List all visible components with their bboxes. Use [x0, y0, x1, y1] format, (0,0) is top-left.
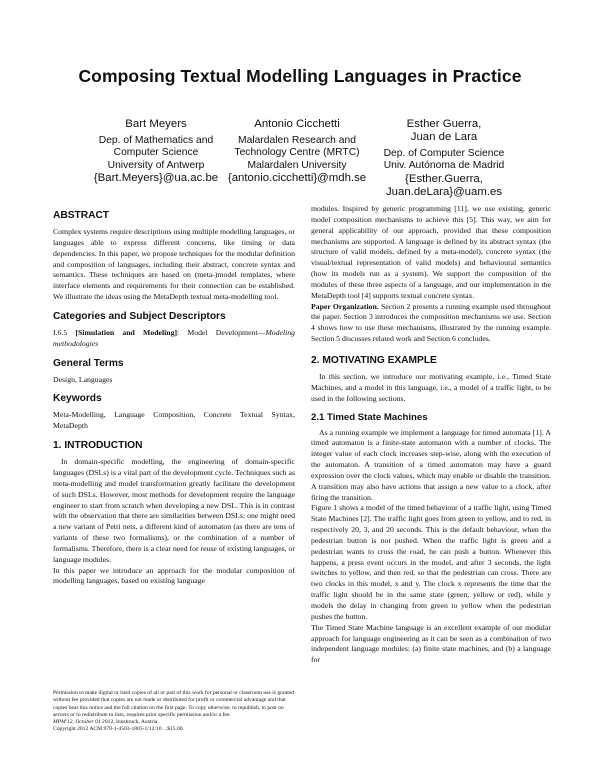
body-paragraph: modules. Inspired by generic programming [11], we use existing, generic model composition mechanisms to achieve this [5]. This way, we aim for general applicability of our approach, provided that these composition mechanisms are supported. A language is defined by its abstract syntax (the structure of valid models, defined by a meta-model), concrete syntax (the visual/textual representation of valid models) and behavioural semantics (how its models run as a system). We support the composition of the modules of these three aspects of a language, and our implementation in the MetaDepth tool [4] supports textual concrete syntax. [311, 204, 551, 300]
category-italic: Modeling methodologies [53, 327, 296, 348]
author-email: {antonio.cicchetti}@mdh.se [227, 172, 367, 185]
author-name: Juan de Lara [410, 131, 478, 143]
left-column [53, 202, 295, 587]
permission-notice: Permission to make digital or hard copies of all or part of this work for personal or classroom use is granted without fee provided that copies are not made or distributed for profit or commercial advantage and that copies bear this notice and the full citation on the first page. To copy otherwise, to republish, to post on servers or to redistribute to lists, requires prior specific permission and/or a fee. [53, 690, 295, 718]
author-name: Bart Meyers [125, 118, 187, 130]
author-name: Esther Guerra, [406, 118, 482, 130]
author-affiliation: Technology Centre (MRTC) [234, 147, 360, 159]
terms-text: Design, Languages [53, 374, 113, 384]
keywords-heading: Keywords [53, 393, 102, 405]
intro-paragraph: In domain-specific modelling, the engineering of domain-specific languages (DSLs) is a vital part of the development cycle. Techniques such as meta-modelling and model transformation greatly facilitate the development of such DSLs. However, most methods for development require the language engineer to start from scratch when developing a new DSL. This is in contrast with the observation that there are similarities between DSLs: one might need a new variant of Petri nets, a different kind of automaton (as there are tens of variants of these two formalisms), or the combination of a number of formalisms. Therefore, there is a clear need for reuse of existing languages, or language modules. [53, 457, 295, 564]
category-rest: : Model Development— [177, 327, 266, 337]
author-block-2 [226, 118, 368, 185]
author-affiliation: Univ. Autónoma de Madrid [383, 160, 505, 172]
author-email: {Bart.Meyers}@ua.ac.be [93, 172, 219, 185]
section2-heading: 2. MOTIVATING EXAMPLE [311, 354, 437, 366]
section21-paragraph: As a running example we implement a language for timed automata [1]. A timed automaton is a finite-state automaton with a number of clocks. The integer value of each clock increases step-wise, along with the execution of the automaton. A transition of a timed automaton may have a guard expression over the clock values, which may enable or disable the transition. A transition may also have actions that assign a new value to a clock, after firing the transition. [311, 427, 551, 502]
intro-paragraph: In this paper we introduce an approach for the modular composition of modelling languages, based on existing language [53, 565, 295, 586]
abstract-heading: ABSTRACT [53, 210, 110, 221]
section21-paragraph: Figure 1 shows a model of the timed behaviour of a traffic light, using Timed State Machines [2]. The traffic light goes from green to yellow, and to red, in respectively 20, 3, and 20 seconds. This is the default behaviour, when the pedestrian button is not pushed. When the traffic light is green and a pedestrian wants to cross the road, he can push a button. Whenever this happens, a press event occurs in the model, and after 3 seconds, the light switches to yellow, and then red, so that the pedestrian can cross. There are two clocks in this model, x and y. The clock x represents the time that the traffic light should be in the same state (green, yellow or red), while y models the delay in changing from green to yellow when the pedestrian pushes the button. [311, 503, 551, 621]
section21-paragraph: The Timed State Machine language is an excellent example of our modular approach for language engineering as it can be seen as a combination of two independent language modules: (a) finite state machines, and (b) a language for [311, 622, 551, 665]
organization-paragraph [311, 302, 551, 345]
author-email: {Esther.Guerra, [405, 172, 483, 185]
terms-heading: General Terms [53, 357, 124, 369]
footnote [53, 690, 295, 734]
section2-paragraph: In this section, we introduce our motivating example, i.e., Timed State Machines, and a model in this language, i.e., a model of a traffic light, to be used in the following sections. [311, 371, 551, 403]
paper-title: Composing Textual Modelling Languages in Practice [78, 66, 522, 86]
abstract-text: Complex systems require descriptions using multiple modelling languages, or languages able to express different concerns, like timing or data dependencies. In this paper, we propose techniques for the modular definition and composition of languages, including their abstract, concrete syntax and semantics. These techniques are based on (meta-)model templates, where interface elements and requirements for their connection can be established. We illustrate the ideas using the MetaDepth textual meta-modelling tool. [53, 227, 295, 302]
author-affiliation: Dep. of Computer Science [383, 148, 505, 159]
right-column [311, 204, 551, 666]
organization-text: Section 2 presents a running example used throughout the paper. Section 3 introduces the composition mechanisms we use. Section 4 shows how to use these mechanisms, illustrated by the running example. Section 5 discusses related work and Section 6 concludes. [311, 301, 551, 344]
category-bold: [Simulation and Modeling] [75, 327, 178, 337]
author-name: Antonio Cicchetti [254, 118, 340, 130]
conference-name: MPM'12, October 01 [53, 719, 101, 725]
section21-heading: 2.1 Timed State Machines [311, 411, 428, 423]
author-affiliation: University of Antwerp [107, 159, 205, 171]
author-block-3 [380, 118, 508, 199]
categories-text [53, 328, 295, 350]
organization-label: Paper Organization. [311, 301, 379, 311]
categories-heading: Categories and Subject Descriptors [53, 310, 226, 322]
category-code: I.6.5 [53, 327, 68, 337]
author-affiliation: Malardalen University [247, 159, 347, 171]
keywords-text: Meta-Modelling, Language Composition, Concrete Textual Syntax, MetaDepth [53, 410, 295, 431]
conference-place: 2012, Innsbruck, Austria [100, 719, 158, 725]
introduction-heading: 1. INTRODUCTION [53, 440, 143, 452]
copyright-line: Copyright 2012 ACM 978-1-4503-1805-1/12/10 ...$15.00. [53, 726, 184, 733]
author-affiliation: Dep. of Mathematics and [98, 135, 214, 146]
author-affiliation: Computer Science [113, 147, 199, 159]
author-affiliation: Malardalen Research and [238, 135, 356, 146]
author-email: Juan.deLara}@uam.es [385, 185, 503, 198]
author-block-1 [90, 118, 222, 185]
